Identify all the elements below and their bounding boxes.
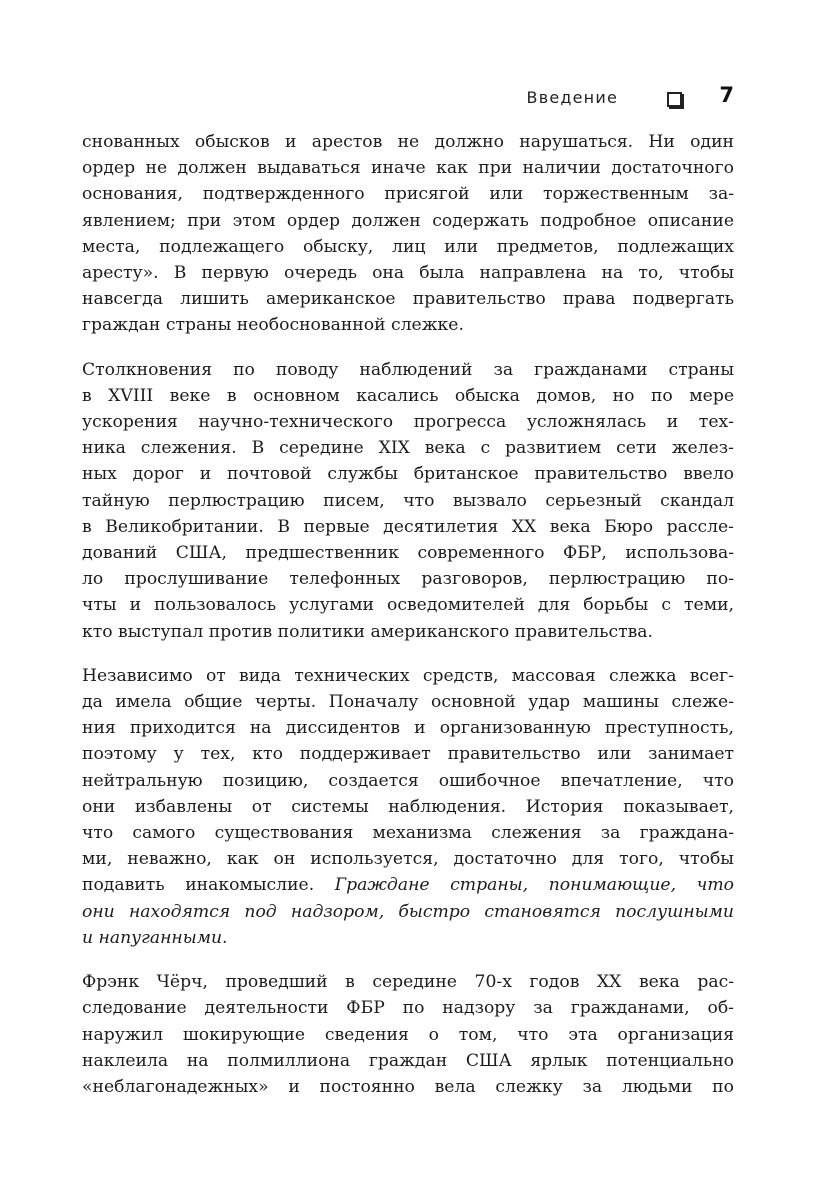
- text-line: навсегда лишить американское правительство права подвергать: [82, 289, 734, 310]
- text-line: тайную перлюстрацию писем, что вызвало серьезный скандал: [82, 490, 734, 511]
- text-line: в Великобритании. В первые десятилетия XX века Бюро рассле-: [82, 516, 734, 537]
- text-line: ми, неважно, как он используется, достаточно для того, чтобы: [82, 849, 734, 870]
- page-number: 7: [719, 83, 734, 107]
- text-line: ника слежения. В середине XIX века с развитием сети желез-: [82, 438, 734, 459]
- text-line: что самого существования механизма слежения за граждана-: [82, 823, 734, 844]
- text-line: ных дорог и почтовой службы британское правительство ввело: [82, 464, 734, 485]
- text-line: основания, подтвержденного присягой или торжественным за-: [82, 184, 734, 205]
- text-line: явлением; при этом ордер должен содержать подробное описание: [82, 210, 734, 231]
- text-line: поэтому у тех, кто поддерживает правительство или занимает: [82, 744, 734, 765]
- text-line: ло прослушивание телефонных разговоров, перлюстрацию по-: [82, 569, 734, 590]
- paragraph: [82, 129, 734, 339]
- text-line: Фрэнк Чёрч, проведший в середине 70-х годов XX века рас-: [82, 972, 734, 993]
- text-line: ния приходится на диссидентов и организованную преступность,: [82, 718, 734, 739]
- text-line: они избавлены от системы наблюдения. История показывает,: [82, 796, 734, 817]
- body-text: [82, 129, 734, 1100]
- italic-line: они находятся под надзором, быстро становятся послушными: [82, 901, 734, 922]
- text-line: «неблагонадежных» и постоянно вела слежку за людьми по: [82, 1076, 734, 1097]
- text-line: места, подлежащего обыску, лиц или предметов, подлежащих: [82, 236, 734, 257]
- paragraph: [82, 969, 734, 1100]
- text-line: нейтральную позицию, создается ошибочное впечатление, что: [82, 770, 734, 791]
- text-line: дований США, предшественник современного ФБР, использова-: [82, 543, 734, 564]
- text-line: кто выступал против политики американского правительства.: [82, 621, 653, 642]
- square-bullet-icon: [667, 92, 682, 107]
- text-line: Столкновения по поводу наблюдений за гражданами страны: [82, 359, 734, 380]
- text-line: снованных обысков и арестов не должно нарушаться. Ни один: [82, 132, 734, 152]
- text-line: ускорения научно-технического прогресса усложнялась и тех-: [82, 412, 734, 433]
- text-line: да имела общие черты. Поначалу основной удар машины слеже-: [82, 692, 734, 713]
- paragraph: [82, 663, 734, 951]
- paragraph: [82, 357, 734, 645]
- section-title: Введение: [526, 88, 618, 107]
- text-line: Независимо от вида технических средств, массовая слежка всег-: [82, 665, 734, 686]
- running-header: [82, 83, 734, 116]
- text-line: наклеила на полмиллиона граждан США ярлык потенциально: [82, 1050, 734, 1071]
- text-line: в XVIII веке в основном касались обыска домов, но по мере: [82, 385, 734, 406]
- italic-text: Граждане страны, понимающие, что: [334, 875, 734, 896]
- italic-line: и напуганными.: [82, 927, 228, 948]
- text-line: ордер не должен выдаваться иначе как при наличии достаточного: [82, 158, 734, 179]
- text-line: наружил шокирующие сведения о том, что эта организация: [82, 1024, 734, 1045]
- text-line: аресту». В первую очередь она была направлена на то, чтобы: [82, 263, 734, 284]
- text-line: граждан страны необоснованной слежке.: [82, 315, 464, 336]
- plain-text: подавить инакомыслие.: [82, 875, 335, 896]
- text-line: чты и пользовалось услугами осведомителей для борьбы с теми,: [82, 595, 734, 616]
- text-line: следование деятельности ФБР по надзору за гражданами, об-: [82, 998, 734, 1019]
- text-line: [82, 872, 734, 898]
